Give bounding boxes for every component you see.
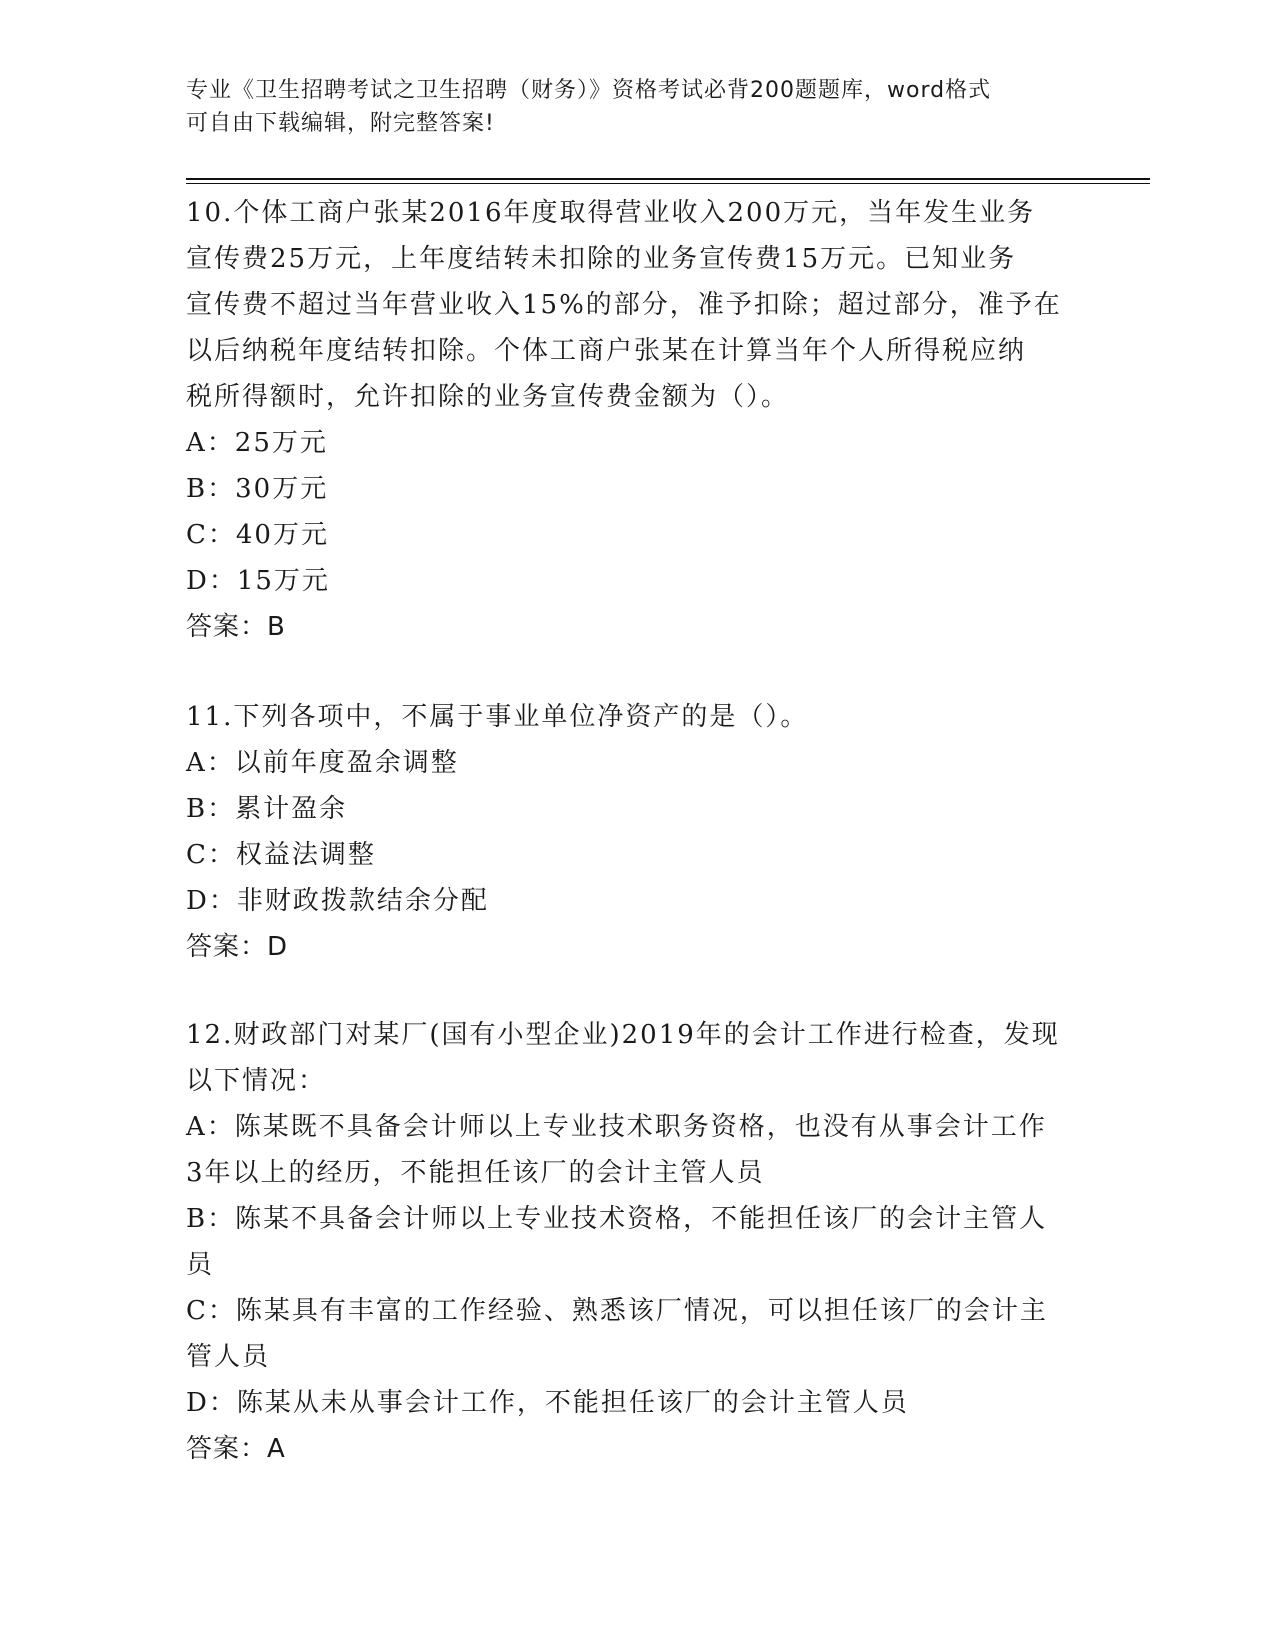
question-stem-line: 11.下列各项中，不属于事业单位净资产的是（）。 <box>186 702 809 732</box>
option-c: C：权益法调整 <box>186 840 376 870</box>
option-a-line: A：陈某既不具备会计师以上专业技术职务资格，也没有从事会计工作 <box>186 1112 1047 1142</box>
header-divider-thick <box>186 178 1150 180</box>
option-a: A：以前年度盈余调整 <box>186 748 459 778</box>
option-c: C：40万元 <box>186 520 329 550</box>
option-b-line: 员 <box>186 1250 215 1280</box>
option-b-line: B：陈某不具备会计师以上专业技术资格，不能担任该厂的会计主管人 <box>186 1204 1048 1234</box>
question-stem-line: 12.财政部门对某厂(国有小型企业)2019年的会计工作进行检查，发现 <box>186 1020 1060 1050</box>
answer-label: 答案：B <box>186 612 286 642</box>
option-c-line: C：陈某具有丰富的工作经验、熟悉该厂情况，可以担任该厂的会计主 <box>186 1296 1048 1326</box>
option-a-line: 3年以上的经历，不能担任该厂的会计主管人员 <box>186 1158 765 1188</box>
question-stem-line: 以后纳税年度结转扣除。个体工商户张某在计算当年个人所得税应纳 <box>186 336 1027 366</box>
option-d: D：非财政拨款结余分配 <box>186 886 489 916</box>
question-stem-line: 宣传费不超过当年营业收入15%的部分，准予扣除；超过部分，准予在 <box>186 290 1062 320</box>
answer-label: 答案：D <box>186 932 289 962</box>
question-10 <box>186 190 1076 650</box>
header-line-2: 可自由下载编辑，附完整答案! <box>186 111 495 136</box>
question-11 <box>186 694 1076 970</box>
header-line-1: 专业《卫生招聘考试之卫生招聘（财务）》资格考试必背200题题库，word格式 <box>186 78 992 103</box>
option-b: B：累计盈余 <box>186 794 348 824</box>
option-a: A：25万元 <box>186 428 328 458</box>
question-12 <box>186 1012 1076 1472</box>
document-header <box>186 74 1066 140</box>
answer-label: 答案：A <box>186 1434 286 1464</box>
header-divider-thin <box>186 183 1150 184</box>
question-stem-line: 税所得额时，允许扣除的业务宣传费金额为（）。 <box>186 382 790 412</box>
question-stem-line: 宣传费25万元，上年度结转未扣除的业务宣传费15万元。已知业务 <box>186 244 1017 274</box>
option-d: D：15万元 <box>186 566 330 596</box>
option-b: B：30万元 <box>186 474 329 504</box>
question-stem-line: 10.个体工商户张某2016年度取得营业收入200万元，当年发生业务 <box>186 198 1036 228</box>
option-c-line: 管人员 <box>186 1342 271 1372</box>
option-d-line: D：陈某从未从事会计工作，不能担任该厂的会计主管人员 <box>186 1388 909 1418</box>
question-stem-line: 以下情况： <box>186 1066 327 1096</box>
